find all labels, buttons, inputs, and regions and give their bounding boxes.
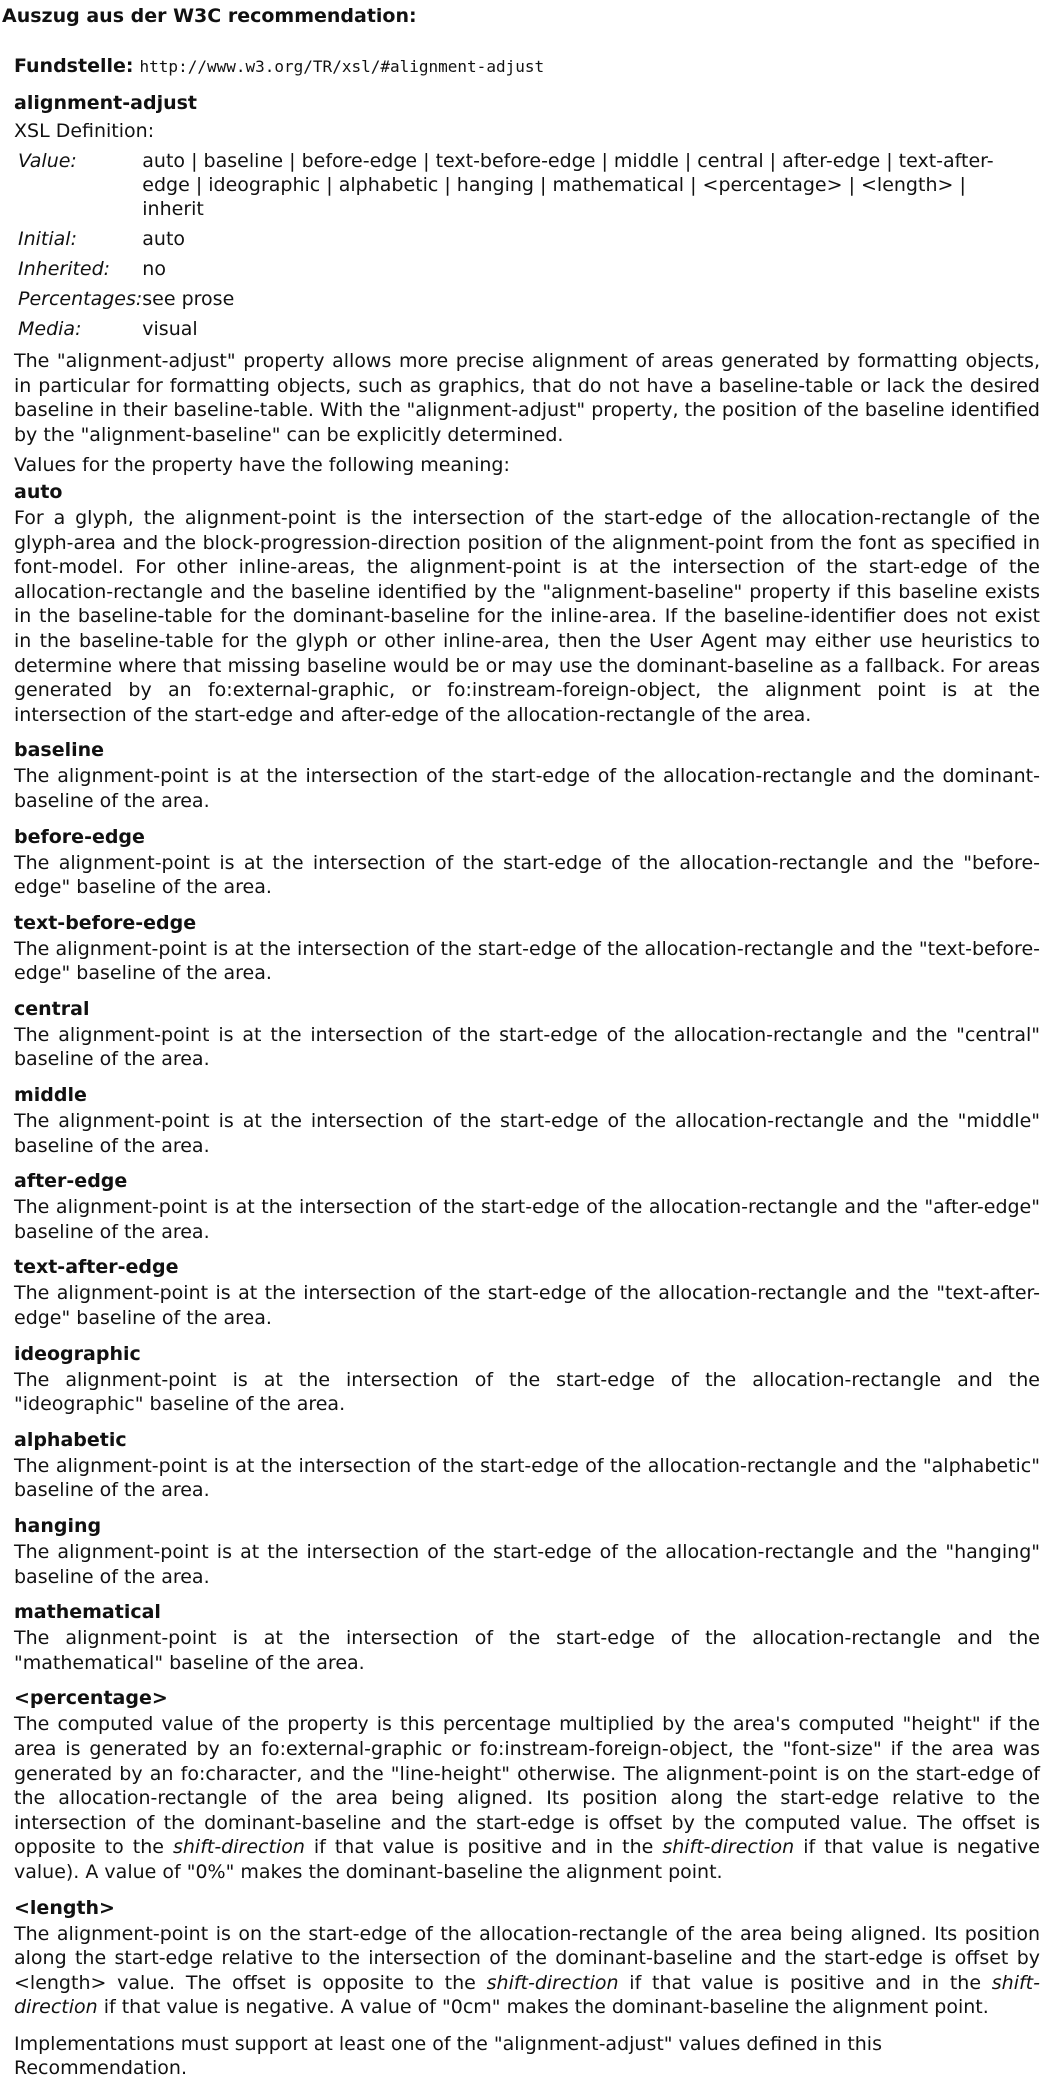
- xsl-definition-label: XSL Definition:: [14, 120, 155, 142]
- definition-key: Media:: [18, 318, 82, 340]
- definition-value: see prose: [142, 288, 235, 310]
- definition-table: [14, 147, 1032, 345]
- definition-key: Initial:: [18, 228, 77, 250]
- definition-key: Value:: [18, 150, 77, 172]
- value-term: auto: [14, 480, 63, 503]
- value-term: central: [14, 997, 90, 1020]
- values-list: [14, 480, 1040, 2020]
- source-reference: [14, 54, 1040, 79]
- value-term: text-before-edge: [14, 911, 197, 934]
- value-term: before-edge: [14, 825, 145, 848]
- value-term: text-after-edge: [14, 1256, 179, 1279]
- values-intro: Values for the property have the following meaning:: [14, 454, 510, 477]
- value-description: The alignment-point is at the intersection of the start-edge of the allocation-rectangle and the "mathematical" baseline of the area.: [14, 1627, 1040, 1674]
- definition-value: no: [142, 258, 166, 280]
- value-term: middle: [14, 1084, 87, 1107]
- source-url: http://www.w3.org/TR/xsl/#alignment-adjust: [139, 57, 545, 76]
- value-entry: [14, 738, 1040, 813]
- value-entry: [14, 1083, 1040, 1158]
- value-entry: [14, 825, 1040, 900]
- value-entry: [14, 997, 1040, 1072]
- desc-italic: shift-direction: [662, 1836, 795, 1859]
- value-description: The alignment-point is at the intersection of the start-edge of the allocation-rectangle and the "ideographic" baseline of the area.: [14, 1368, 1040, 1416]
- definition-row-inherited: [14, 255, 1032, 285]
- value-entry: [14, 1600, 1040, 1675]
- desc-italic: shift-direction: [486, 1971, 619, 1994]
- desc-text: The alignment-point is on the start-edge of the allocation-rectangle of the area being aligned. Its position along the start-edge relative to the intersection of the dominant-baseline and the start-edge is offset by <length> value. The offset is opposite to the: [14, 1922, 1040, 1994]
- property-name: alignment-adjust: [14, 92, 198, 114]
- definition-value: auto: [142, 228, 186, 250]
- value-term: hanging: [14, 1515, 102, 1537]
- value-entry: [14, 1896, 1040, 2020]
- value-description: The alignment-point is at the intersection of the start-edge of the allocation-rectangle and the "middle" baseline of the area.: [14, 1110, 1040, 1157]
- source-label: Fundstelle:: [14, 55, 134, 77]
- definition-key: Inherited:: [18, 258, 111, 280]
- value-description: [14, 1712, 1040, 1884]
- value-term: after-edge: [14, 1170, 128, 1193]
- value-description: For a glyph, the alignment-point is the intersection of the start-edge of the allocation-rectangle of the glyph-area and the block-progression-direction position of the alignment-point from the font as specified in font-model. For other inline-areas, the alignment-point is at the intersection of the start-edge of the allocation-rectangle and the baseline identified by the "alignment-baseline" property if this baseline exists in the baseline-table for the dominant-baseline for the inline-area. If the baseline-identifier does not exist in the baseline-table for the glyph or other inline-area, then the User Agent may either use heuristics to determine where that missing baseline would be or may use the dominant-baseline as a fallback. For areas generated by an fo:external-graphic, or fo:instream-foreign-object, the alignment point is at the intersection of the start-edge and after-edge of the allocation-rectangle of the area.: [14, 506, 1040, 726]
- desc-italic: shift-direction: [14, 1971, 1040, 2019]
- value-entry: [14, 1169, 1040, 1244]
- value-entry: [14, 1428, 1040, 1503]
- desc-text: if that value is positive and in the: [618, 1971, 992, 1994]
- value-entry: [14, 480, 1040, 727]
- desc-text: if that value is negative value). A value of "0%" makes the dominant-baseline the alignment point.: [14, 1836, 1040, 1883]
- closing-note: Implementations must support at least one of the "alignment-adjust" values defined in this Recommendation.: [14, 2032, 882, 2079]
- value-term: ideographic: [14, 1342, 141, 1365]
- value-term: <length>: [14, 1896, 115, 1919]
- value-description: The alignment-point is at the intersection of the start-edge of the allocation-rectangle and the "text-before-edge" baseline of the area.: [14, 937, 1040, 985]
- desc-italic: shift-direction: [172, 1836, 305, 1859]
- definition-row-media: [14, 315, 1032, 345]
- desc-text: The computed value of the property is this percentage multiplied by the area's computed "height" if the area is generated by an fo:external-graphic or fo:instream-foreign-object, the "font-size" if the area was generated by an fo:character, and the "line-height" otherwise. The alignment-point is on the start-edge of the allocation-rectangle of the area being aligned. Its position along the start-edge relative to the intersection of the dominant-baseline and the start-edge is offset by the computed value. The offset is opposite to the: [14, 1713, 1040, 1859]
- value-entry: [14, 1255, 1040, 1330]
- definition-value: auto | baseline | before-edge | text-before-edge | middle | central | after-edge | text-after-edge | ideographic | alphabetic | hanging | mathematical | <percentage> | <length> | inherit: [142, 150, 994, 220]
- value-term: <percentage>: [14, 1687, 168, 1710]
- value-description: The alignment-point is at the intersection of the start-edge of the allocation-rectangle and the "central" baseline of the area.: [14, 1023, 1040, 1071]
- definition-row-percentages: [14, 285, 1032, 315]
- value-term: baseline: [14, 739, 105, 762]
- value-entry: [14, 1686, 1040, 1884]
- definition-row-initial: [14, 225, 1032, 255]
- value-entry: [14, 1342, 1040, 1417]
- value-description: The alignment-point is at the intersection of the start-edge of the allocation-rectangle and the "alphabetic" baseline of the area.: [14, 1454, 1040, 1502]
- definition-key: Percentages:: [18, 288, 143, 310]
- value-description: The alignment-point is at the intersection of the start-edge of the allocation-rectangle and the "text-after-edge" baseline of the area.: [14, 1282, 1040, 1330]
- value-description: [14, 1922, 1040, 2020]
- value-description: The alignment-point is at the intersection of the start-edge of the allocation-rectangle and the dominant-baseline of the area.: [14, 765, 1040, 812]
- desc-text: if that value is negative. A value of "0cm" makes the dominant-baseline the alignment point.: [97, 1996, 989, 2019]
- definition-value: visual: [142, 318, 198, 340]
- value-description: The alignment-point is at the intersection of the start-edge of the allocation-rectangle and the "after-edge" baseline of the area.: [14, 1196, 1040, 1243]
- definition-row-value: [14, 147, 1032, 225]
- excerpt-heading: Auszug aus der W3C recommendation:: [2, 5, 417, 27]
- value-entry: [14, 911, 1040, 986]
- intro-paragraph: The "alignment-adjust" property allows more precise alignment of areas generated by formatting objects, in particular for formatting objects, such as graphics, that do not have a baseline-table or lack the desired baseline in their baseline-table. With the "alignment-adjust" property, the position of the baseline identified by the "alignment-baseline" can be explicitly determined.: [14, 350, 1040, 446]
- value-term: mathematical: [14, 1601, 161, 1624]
- value-term: alphabetic: [14, 1428, 127, 1451]
- desc-text: if that value is positive and in the: [304, 1836, 663, 1859]
- value-entry: [14, 1514, 1040, 1589]
- value-description: The alignment-point is at the intersection of the start-edge of the allocation-rectangle and the "before-edge" baseline of the area.: [14, 851, 1040, 899]
- value-description: The alignment-point is at the intersection of the start-edge of the allocation-rectangle and the "hanging" baseline of the area.: [14, 1541, 1040, 1588]
